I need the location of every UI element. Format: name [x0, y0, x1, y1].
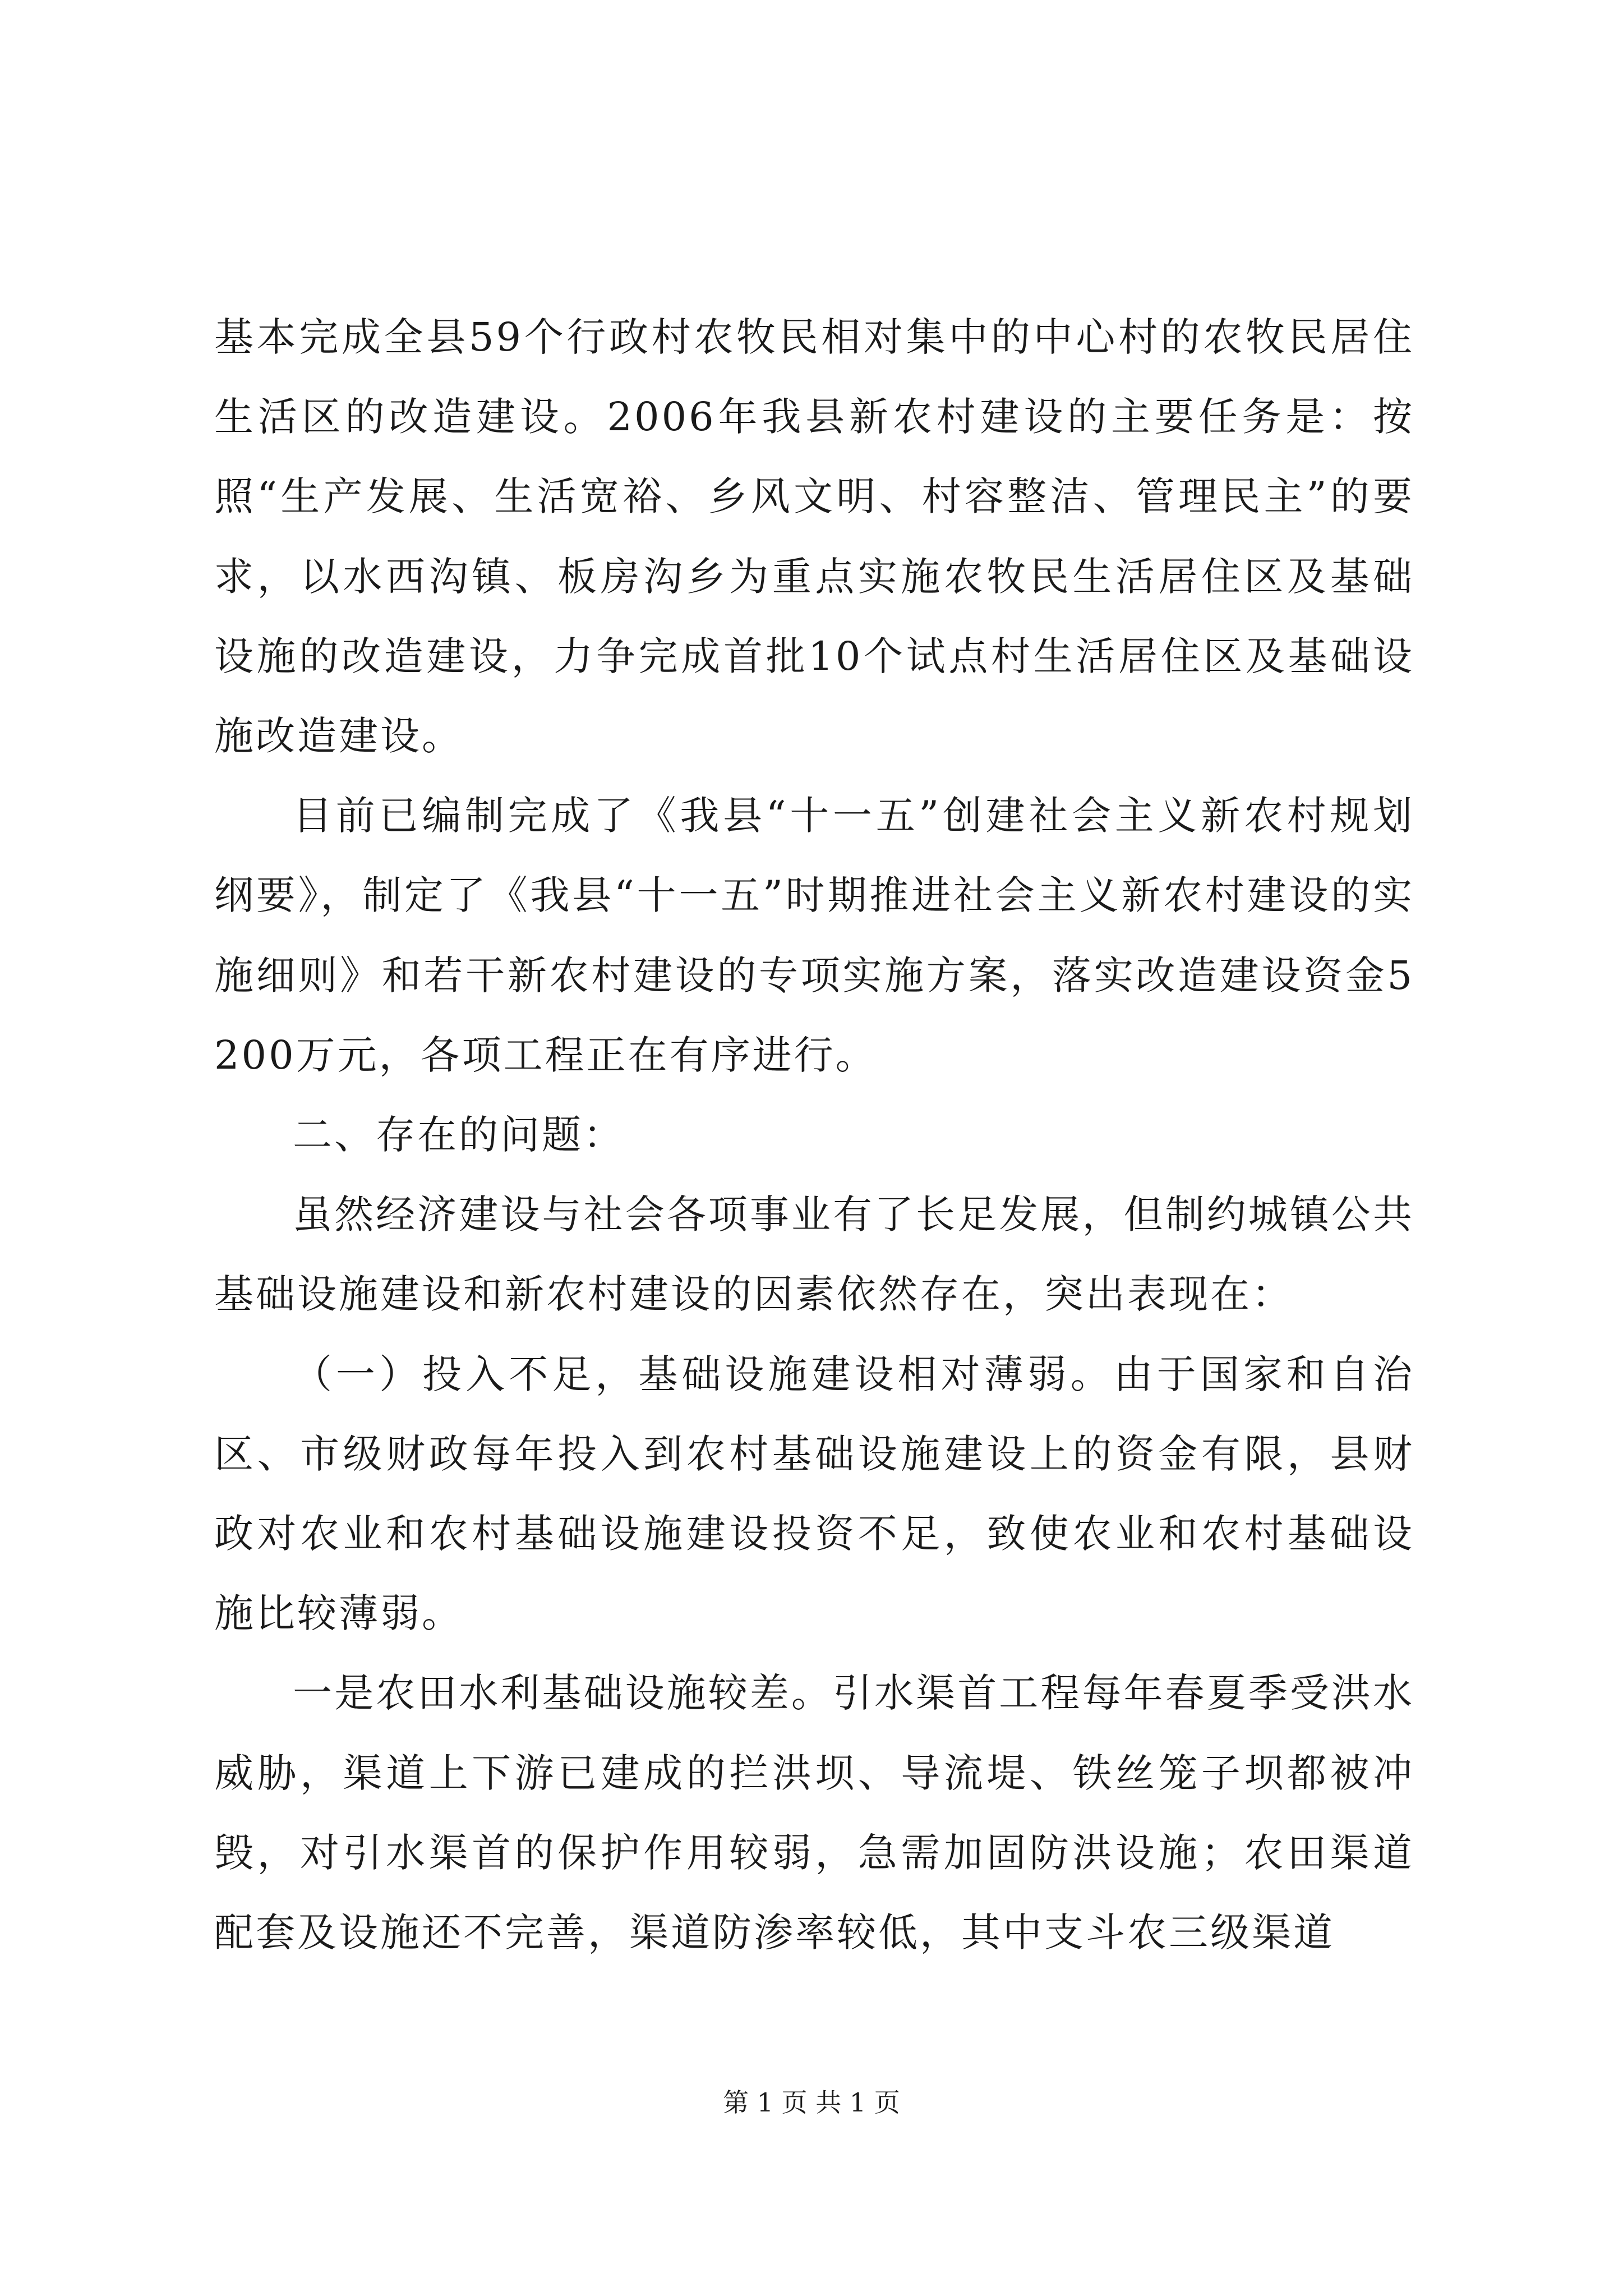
- page-footer: 第 1 页 共 1 页: [723, 2087, 900, 2118]
- document-body: [214, 297, 1414, 1972]
- paragraph-2: 目前已编制完成了《我县“十一五”创建社会主义新农村规划纲要》，制定了《我县“十一五”时期推进社会主义新农村建设的实施细则》和若干新农村建设的专项实施方案，落实改造建设资金5200万元，各项工程正在有序进行。: [214, 793, 1414, 1078]
- section-heading: 二、存在的问题：: [293, 1112, 625, 1158]
- paragraph-5: 一是农田水利基础设施较差。引水渠首工程每年春夏季受洪水威胁，渠道上下游已建成的拦洪坝、导流堤、铁丝笼子坝都被冲毁，对引水渠首的保护作用较弱，急需加固防洪设施；农田渠道配套及设施还不完善，渠道防渗率较低，其中支斗农三级渠道: [214, 1670, 1414, 1956]
- paragraph-1: 基本完成全县59个行政村农牧民相对集中的中心村的农牧民居住生活区的改造建设。2006年我县新农村建设的主要任务是：按照“生产发展、生活宽裕、乡风文明、村容整洁、管理民主”的要求，以水西沟镇、板房沟乡为重点实施农牧民生活居住区及基础设施的改造建设，力争完成首批10个试点村生活居住区及基础设施改造建设。: [214, 314, 1414, 760]
- paragraph-3: 虽然经济建设与社会各项事业有了长足发展，但制约城镇公共基础设施建设和新农村建设的因素依然存在，突出表现在：: [214, 1191, 1414, 1318]
- paragraph-4: （一）投入不足，基础设施建设相对薄弱。由于国家和自治区、市级财政每年投入到农村基础设施建设上的资金有限，县财政对农业和农村基础设施建设投资不足，致使农业和农村基础设施比较薄弱。: [214, 1351, 1414, 1637]
